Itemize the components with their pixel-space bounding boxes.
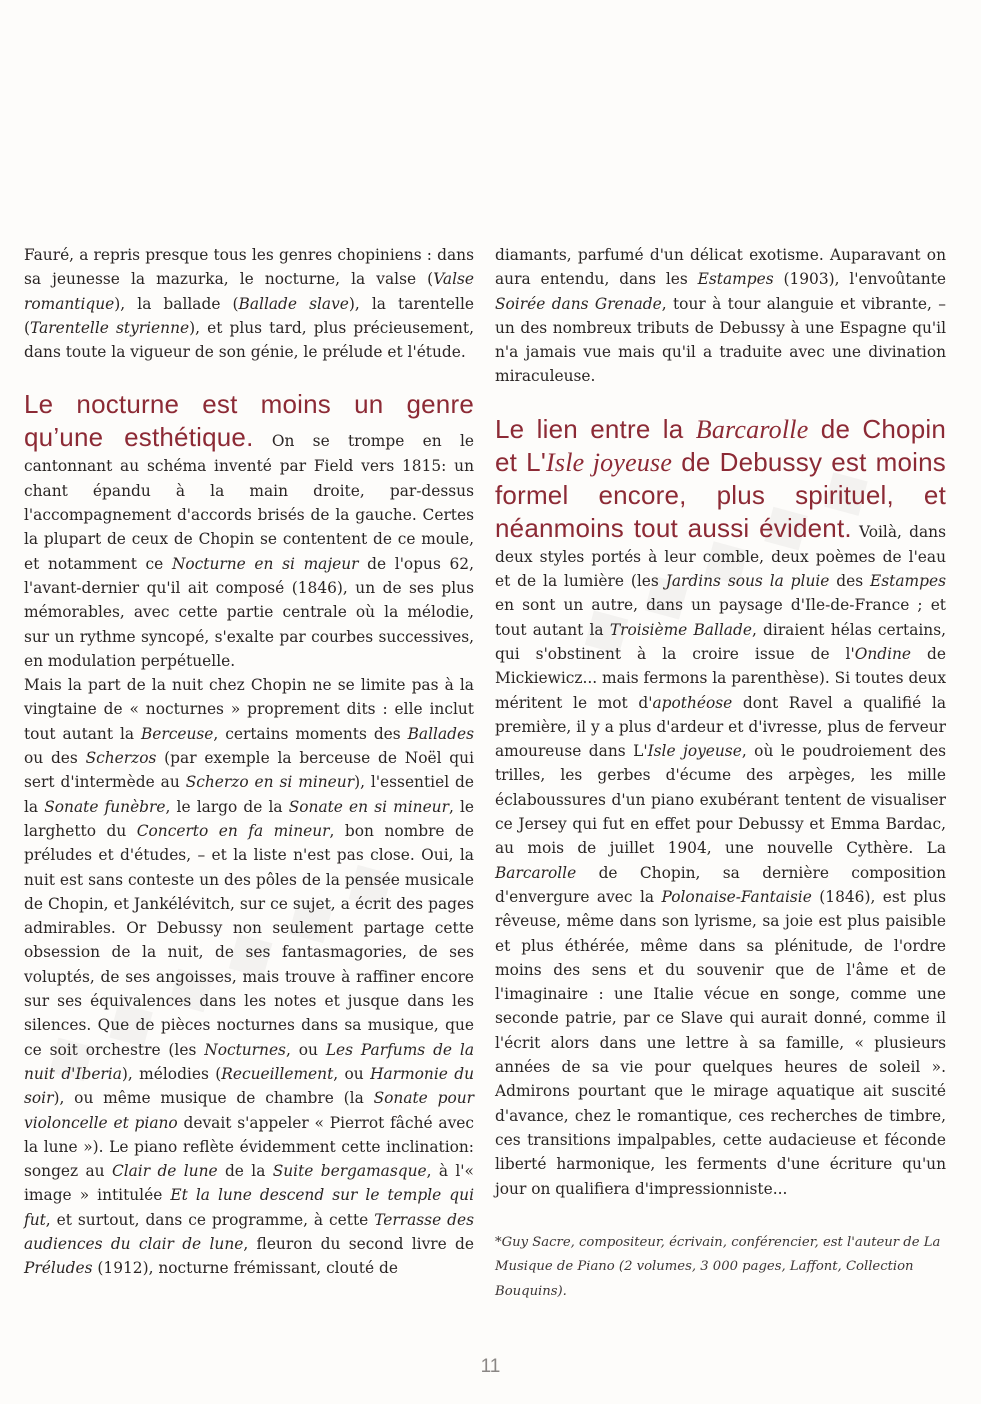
barcarolle-section-body [495, 523, 946, 1198]
barcarolle-section [495, 413, 946, 1201]
text-run: ), ou même musique de chambre (la [53, 1089, 374, 1108]
italic-title: Les Parfums de la nuit d'Iberia [24, 1040, 474, 1083]
text-run: ), la tarentelle ( [24, 294, 474, 337]
italic-title: Ballades [407, 724, 474, 743]
italic-title: Clair de lune [111, 1162, 218, 1181]
text-run: , ou [285, 1040, 326, 1059]
italic-title: Harmonie du soir [24, 1064, 475, 1108]
text-run: (1903), l'envoûtante [773, 270, 947, 289]
text-run: (par exemple la berceuse de Noël qui sert d'intermède au [24, 749, 474, 792]
left-column [24, 243, 474, 1281]
text-run: dont Ravel a qualifié la première, il y a plus d'ardeur et d'ivresse, plus de ferveur amoureuse dans L' [495, 693, 946, 761]
italic-title: Barcarolle [495, 863, 577, 882]
text-run: Fauré, a repris presque tous les genres chopiniens : dans sa jeunesse la mazurka, le nocturne, la valse ( [24, 246, 474, 289]
text-run: de Mickiewicz... mais fermons la parenthèse). Si toutes deux méritent le mot d' [495, 644, 947, 712]
text-run: , le larghetto du [24, 797, 475, 840]
italic-title: Sonate funèbre [44, 797, 166, 816]
italic-title: Recueillement [221, 1064, 334, 1083]
italic-title: Troisième Ballade [609, 620, 752, 639]
right-column [495, 243, 946, 1304]
text-run: ), l'essentiel de la [24, 773, 475, 816]
text-run: , certains moments des [213, 724, 408, 743]
text-run: ), et plus tard, plus précieusement, dans toute la vigueur de son génie, le prélude et l'étude. [24, 318, 474, 362]
nocturne-section [24, 388, 474, 673]
italic-title: Préludes [24, 1259, 93, 1278]
italic-title: Estampes [697, 270, 774, 289]
italic-title: Barcarolle [695, 414, 809, 444]
text-run: , ou [333, 1064, 371, 1083]
text-run: de Chopin et L' [495, 413, 947, 477]
text-run: Mais la part de la nuit chez Chopin ne se limite pas à la vingtaine de « nocturnes » proprement dits : elle inclut tout autant la [24, 676, 474, 743]
text-run: , tour à tour alanguie et vibrante, – un des nombreux tributs de Debussy à une Espagne qu'il n'a jamais vue mais qu'il a traduite avec une divination miraculeuse. [495, 294, 946, 386]
text-run: ), mélodies ( [121, 1064, 222, 1083]
text-run: des [829, 572, 871, 591]
italic-title: Soirée dans Grenade [495, 294, 662, 313]
nocturne-section-body [24, 432, 474, 669]
text-run: , où le poudroiement des trilles, les gerbes d'écume des arpèges, les mille éclaboussures d'un piano exubérant tentent de visualiser ce Jersey qui fut en effet pour Debussy et Emma Bardac, au mois de juillet 1904, une nouvelle Cythère. La [495, 742, 946, 858]
text-run: de l'opus 62, l'avant-dernier qu'il ait composé (1846), un de ses plus mémorables, avec cette partie centrale où la mélodie, sur un rythme syncopé, s'exalte par courbes successives, en modulation perpétuelle. [24, 554, 474, 670]
text-run: , le largo de la [165, 797, 289, 816]
italic-title: apothéose [652, 693, 733, 712]
italic-title: Isle joyeuse [546, 447, 673, 477]
text-run: Le lien entre la [495, 413, 696, 444]
italic-title: Concerto en fa mineur [136, 821, 330, 840]
text-run: de la [217, 1162, 273, 1181]
italic-title: Scherzos [85, 749, 157, 768]
italic-title: Tarentelle styrienne [30, 318, 190, 337]
italic-title: Suite bergamasque [272, 1162, 427, 1181]
text-run: (1846), est plus rêveuse, même dans son lyrisme, sa joie est plus paisible et plus éthérée, même dans sa plénitude, de l'ordre moins des sens et du souvenir que de l'âme et de l'imaginaire : une Italie vécue en songe, comme une seconde patrie, par ce Slave qui aurait donné, comme il l'écrit alors dans une lettre à sa famille, « plusieurs années de sa vie pour quelques heures de soleil ». Admirons pourtant que le mirage aquatique ait suscité d'avance, chez le romantique, ces recherches de timbre, ces transitions impalpables, cette audacieuse et féconde liberté harmonique, les ferments d'une écriture qu'un jour on qualifiera d'impressionniste... [495, 887, 946, 1198]
text-run: devait s'appeler « Pierrot fâché avec la lune »). Le piano reflète évidemment cette inclination: songez au [24, 1113, 474, 1181]
page-number: 11 [480, 1356, 501, 1377]
text-run: , à l'« image » intitulée [24, 1162, 474, 1205]
italic-title: Berceuse [140, 724, 214, 743]
right-intro-paragraph [495, 243, 946, 389]
nuit-paragraph [24, 673, 474, 1280]
text-run: ou des [24, 749, 86, 768]
text-run: de Chopin, sa dernière composition d'envergure avec la [495, 863, 946, 906]
text-run: , diraient hélas certains, qui s'obstinent à la croire issue de l' [495, 620, 946, 663]
text-run: ), la ballade ( [114, 294, 239, 313]
italic-title: Nocturnes [204, 1040, 286, 1059]
text-run: (1912), nocturne frémissant, clouté de [92, 1259, 398, 1278]
left-intro-paragraph [24, 243, 474, 364]
italic-title: Sonate pour violoncelle et piano [24, 1089, 474, 1132]
italic-title: Scherzo en si mineur [185, 773, 355, 792]
italic-title: Jardins sous la pluie [665, 572, 830, 591]
italic-title: Isle joyeuse [647, 742, 742, 761]
italic-title: Et la lune descend sur le temple qui fut [24, 1186, 474, 1229]
italic-title: Terrasse des audiences du clair de lune [24, 1210, 474, 1253]
italic-title: Ballade slave [238, 294, 349, 313]
author-footnote: *Guy Sacre, compositeur, écrivain, conférencier, est l'auteur de La Musique de Piano (2 volumes, 3 000 pages, Laffont, Collection Bouquins). [495, 1234, 941, 1299]
text-run: , fleuron du second livre de [243, 1234, 475, 1253]
text-run: On se trompe en le cantonnant au schéma inventé par Field vers 1815: un chant épandu à la main droite, par-dessus l'accompagnement d'accords brisés de la gauche. Certes la plupart de ceux de Chopin se contentent de ce moule, et notamment ce [24, 432, 474, 573]
italic-title: Ondine [854, 644, 912, 663]
italic-title: Valse romantique [24, 270, 474, 313]
text-run: en sont un autre, dans un paysage d'Ile-de-France ; et tout autant la [495, 596, 946, 639]
text-run: Voilà, dans deux styles portés à leur comble, deux poèmes de l'eau et de la lumière (les [495, 522, 946, 591]
italic-title: Nocturne en si majeur [171, 554, 359, 573]
text-run: diamants, parfumé d'un délicat exotisme. Auparavant on aura entendu, dans les [495, 246, 946, 289]
text-run: , et surtout, dans ce programme, à cette [45, 1210, 375, 1229]
italic-title: Estampes [870, 572, 946, 591]
text-run: de Debussy est moins formel encore, plus spirituel, et néanmoins tout aussi évident. [495, 446, 946, 543]
nocturne-heading: Le nocturne est moins un genre qu’une esthétique. [24, 389, 474, 453]
text-run: , bon nombre de préludes et d'études, – et la liste n'est pas close. Oui, la nuit est sans conteste un des pôles de la pensée musicale de Chopin, et Jankélévitch, sur ce sujet, a écrit des pages admirables. Or Debussy non seulement partage cette obsession de la nuit, de ses fantasmagories, de ses voluptés, de ses angoisses, mais trouve à raffiner encore sur ses équivalences dans les notes et jusque dans les silences. Que de pièces nocturnes dans sa musique, que ce soit orchestre (les [24, 821, 475, 1059]
italic-title: Polonaise-Fantaisie [661, 887, 812, 906]
italic-title: Sonate en si mineur [288, 797, 449, 816]
